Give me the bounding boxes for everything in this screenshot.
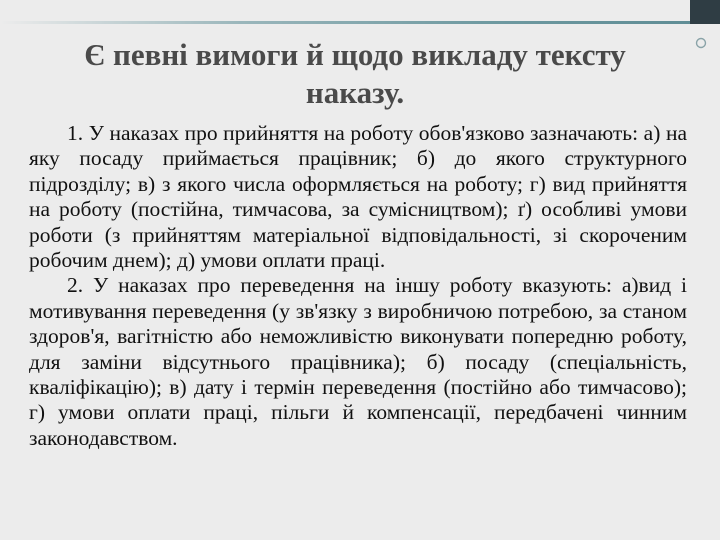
paragraph-transfer: 2. У наказах про переведення на іншу роботу вказують: а)вид і мотивування переведення (у зв'язку з виробничою потребою, за станом здоров'я, вагітністю або неможливістю виконувати попередню роботу, для заміни відсутнього працівника); б) посаду (спеціальність, кваліфікацію); в) дату і термін переведення (постійно або тимчасово); г) умови оплати праці, пільги й компенсації, передбачені чинним законодавством. — [29, 273, 687, 450]
slide-title: Є певні вимоги й щодо викладу тексту наказу. — [84, 37, 626, 110]
paragraph-hiring: 1. У наказах про прийняття на роботу обов'язково зазначають: а) на яку посаду приймається працівник; б) до якого структурного підрозділу; в) з якого числа оформляється на роботу; г) вид прийняття на роботу (постійна, тимчасова, за сумісництвом); ґ) особливі умови роботи (з прийняттям матеріальної відповідальності, зі скороченим робочим днем); д) умови оплати праці. — [29, 121, 687, 273]
top-accent-line — [0, 21, 690, 24]
slide-body — [29, 121, 687, 451]
circle-outline-icon — [695, 37, 707, 49]
corner-dark-block — [690, 0, 720, 24]
